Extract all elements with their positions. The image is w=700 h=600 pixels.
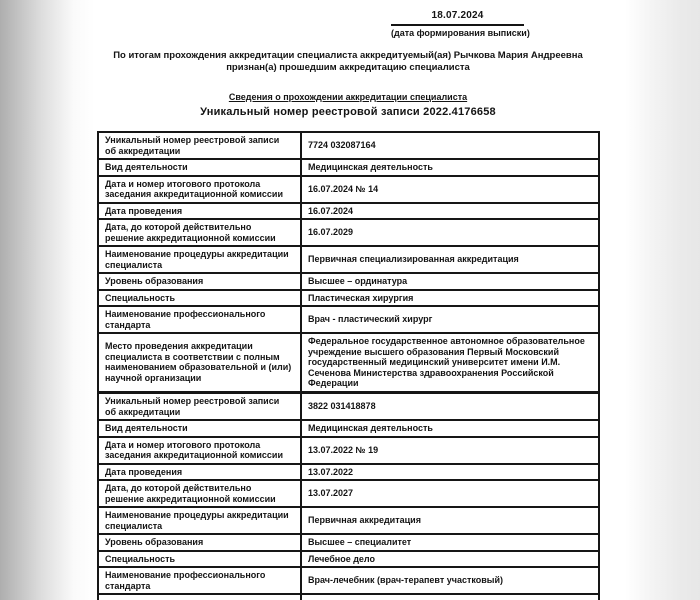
accreditation-table-current (97, 131, 600, 393)
row-label: Дата, до которой действительно решение аккредитационной комиссии (98, 480, 301, 507)
intro-line-2: признан(а) прошедшим аккредитацию специалиста (226, 62, 470, 73)
row-label: Дата, до которой действительно решение аккредитационной комиссии (98, 219, 301, 246)
row-label: Наименование профессионального стандарта (98, 306, 301, 333)
row-label: Специальность (98, 290, 301, 307)
section-title: Сведения о прохождении аккредитации специалиста (228, 92, 468, 102)
row-value: 13.07.2022 № 19 (301, 437, 599, 464)
intro-line-1: По итогам прохождения аккредитации специалиста аккредитуемый(ая) Рычкова Мария Андреевна (113, 50, 583, 61)
row-label: Дата и номер итогового протокола заседания аккредитационной комиссии (98, 437, 301, 464)
table-row (98, 464, 599, 481)
table-row-clipped (98, 594, 599, 600)
table-row (98, 437, 599, 464)
extract-date-caption: (дата формирования выписки) (391, 28, 530, 38)
row-label: Наименование процедуры аккредитации специалиста (98, 246, 301, 273)
table-row (98, 420, 599, 437)
table-row (98, 333, 599, 392)
row-label (98, 594, 301, 600)
table-row (98, 534, 599, 551)
table-row (98, 246, 599, 273)
table-row (98, 159, 599, 176)
registry-number-title: Уникальный номер реестровой записи 2022.4176658 (200, 106, 496, 118)
table-row (98, 306, 599, 333)
row-value: 16.07.2024 (301, 203, 599, 220)
table-row (98, 290, 599, 307)
row-label: Уникальный номер реестровой записи об аккредитации (98, 132, 301, 159)
table-row (98, 551, 599, 568)
row-value: Врач-лечебник (врач-терапевт участковый) (301, 567, 599, 594)
row-value: Первичная аккредитация (301, 507, 599, 534)
row-label: Уникальный номер реестровой записи об аккредитации (98, 393, 301, 420)
row-label: Место проведения аккредитации специалиста в соответствии с полным наименованием образовательной и (или) научной организации (98, 333, 301, 392)
table-row (98, 507, 599, 534)
table-row (98, 273, 599, 290)
table-row (98, 480, 599, 507)
row-label: Дата проведения (98, 203, 301, 220)
table-row (98, 219, 599, 246)
row-label: Дата и номер итогового протокола заседания аккредитационной комиссии (98, 176, 301, 203)
row-label: Уровень образования (98, 534, 301, 551)
row-label: Вид деятельности (98, 420, 301, 437)
row-label: Наименование профессионального стандарта (98, 567, 301, 594)
row-value: Федеральное государственное автономное образовательное учреждение высшего образования Первый Московский государственный медицинский университет имени И.М. Сеченова Министерства здравоохранения Российской Федерации (301, 333, 599, 392)
table-row (98, 567, 599, 594)
table-row (98, 176, 599, 203)
row-value: Лечебное дело (301, 551, 599, 568)
row-value: Высшее – ординатура (301, 273, 599, 290)
row-value: Первичная специализированная аккредитация (301, 246, 599, 273)
table-row (98, 132, 599, 159)
row-value: Медицинская деятельность (301, 420, 599, 437)
row-value: Высшее – специалитет (301, 534, 599, 551)
row-value: Пластическая хирургия (301, 290, 599, 307)
row-label: Дата проведения (98, 464, 301, 481)
row-label: Наименование процедуры аккредитации специалиста (98, 507, 301, 534)
row-label: Вид деятельности (98, 159, 301, 176)
row-value: Медицинская деятельность (301, 159, 599, 176)
row-value (301, 594, 599, 600)
accreditation-table-previous (97, 392, 600, 600)
row-value: 16.07.2029 (301, 219, 599, 246)
table-row (98, 203, 599, 220)
row-value: 7724 032087164 (301, 132, 599, 159)
intro-paragraph (95, 50, 601, 74)
table-row (98, 393, 599, 420)
row-value: 13.07.2027 (301, 480, 599, 507)
row-value: Врач - пластический хирург (301, 306, 599, 333)
row-label: Специальность (98, 551, 301, 568)
row-value: 16.07.2024 № 14 (301, 176, 599, 203)
extract-date: 18.07.2024 (391, 10, 524, 26)
row-value: 3822 031418878 (301, 393, 599, 420)
extract-date-block (391, 10, 530, 38)
row-value: 13.07.2022 (301, 464, 599, 481)
row-label: Уровень образования (98, 273, 301, 290)
